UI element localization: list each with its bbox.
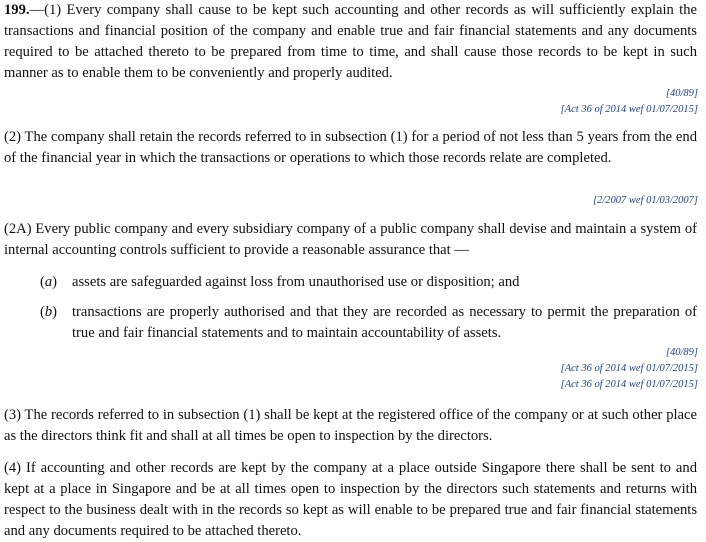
amendment-ref: [Act 36 of 2014 wef 01/07/2015] bbox=[560, 379, 698, 390]
amendment-ref: [40/89] bbox=[665, 88, 698, 99]
section-number: 199. bbox=[4, 2, 30, 18]
list-item-label: (b) bbox=[40, 304, 58, 320]
subsection-4: (4) If accounting and other records are kept by the company at a place outside Singapore there shall be sent to and kept at a place in Singapore and be at all times open to inspection by the directors such statements and returns with respect to the business dealt with in the records so kept as will enable to be prepared true and fair financial statements and any documents required to be attached thereto. bbox=[4, 460, 697, 539]
amendment-ref: [2/2007 wef 01/03/2007] bbox=[592, 195, 698, 206]
amendment-ref: [Act 36 of 2014 wef 01/07/2015] bbox=[560, 104, 698, 115]
list-item-text: transactions are properly authorised and that they are recorded as necessary to permit the preparation of true and fair financial statements and to maintain accountability of assets. bbox=[72, 304, 697, 341]
subsection-1-label: (1) bbox=[44, 2, 62, 18]
amendment-ref: [Act 36 of 2014 wef 01/07/2015] bbox=[560, 363, 698, 374]
list-item-a bbox=[40, 272, 697, 293]
subsection-1-text: Every company shall cause to be kept such accounting and other records as will sufficiently explain the transactions and financial position of the company and enable true and fair financial statements and any documents required to be attached thereto to be prepared from time to time, and shall cause those records to be kept in such manner as to enable them to be conveniently and properly audited. bbox=[4, 2, 698, 81]
subsection-2a: (2A) Every public company and every subsidiary company of a public company shall devise and maintain a system of internal accounting controls sufficient to provide a reasonable assurance that — bbox=[4, 221, 697, 258]
section-dash: — bbox=[29, 2, 45, 18]
list-item-label: (a) bbox=[40, 274, 58, 290]
subsection-3: (3) The records referred to in subsection (1) shall be kept at the registered office of the company or at such other place as the directors think fit and shall at all times be open to inspection by the directors. bbox=[4, 407, 697, 444]
subsection-2: (2) The company shall retain the records referred to in subsection (1) for a period of not less than 5 years from the end of the financial year in which the transactions or operations to which those records relate are completed. bbox=[4, 129, 697, 166]
list-item-text: assets are safeguarded against loss from unauthorised use or disposition; and bbox=[72, 274, 520, 290]
amendment-ref: [40/89] bbox=[665, 347, 698, 358]
subsection-1 bbox=[4, 0, 697, 84]
list-item-b bbox=[40, 302, 697, 344]
